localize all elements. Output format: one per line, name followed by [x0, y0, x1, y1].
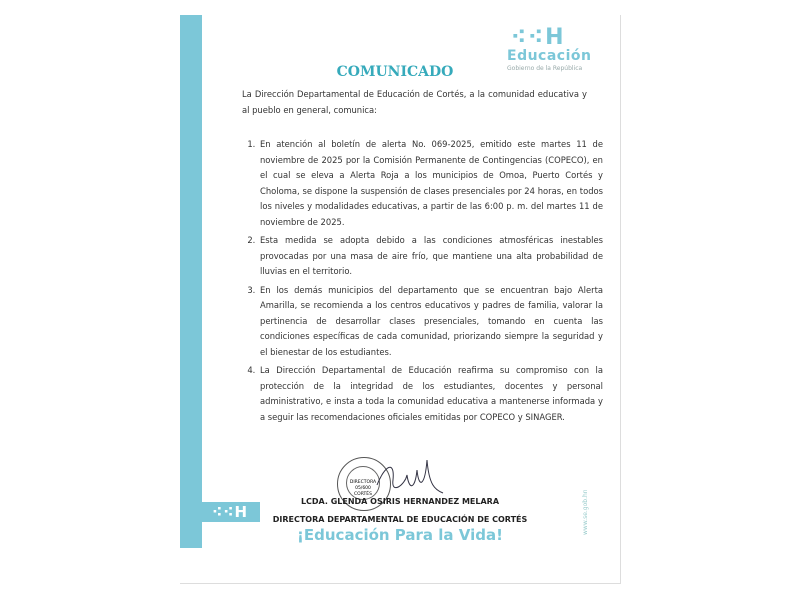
document-title: COMUNICADO — [336, 64, 454, 80]
side-logo-letter: H — [234, 503, 249, 521]
list-item: 3. En los demás municipios del departamento que se encuentran bajo Alerta Amarilla, se recomienda a los centros educativos y padres de familia, valorar la pertinencia de desarrollar clases presenciales, tomando en cuenta las condiciones específicas de cada comunidad, priorizando siempre la seguridad y el bienestar de los estudiantes. — [258, 283, 603, 361]
signer-role: DIRECTORA DEPARTAMENTAL DE EDUCACIÓN DE CORTÉS — [272, 515, 528, 524]
slogan: ¡Educación Para la Vida! — [297, 526, 503, 544]
decorative-side-bar — [180, 15, 202, 548]
list-item: 4. La Dirección Departamental de Educación reafirma su compromiso con la protección de la integridad de los estudiantes, docentes y personal administrativo, e insta a toda la comunidad educativa a mantenerse informada y a seguir las recomendaciones oficiales emitidas por COPECO y SINAGER. — [258, 363, 603, 425]
signature — [375, 455, 445, 500]
logo-mark: ⁖⁖H — [511, 25, 566, 50]
logo-subtitle: Gobierno de la República — [507, 65, 583, 72]
website-text: www.se.gob.hn — [582, 489, 589, 535]
statement-list — [242, 137, 603, 428]
list-item: 2. Esta medida se adopta debido a las condiciones atmosféricas inestables provocadas por una masa de aire frío, que mantiene una alta probabilidad de lluvias en el territorio. — [258, 233, 603, 280]
intro-paragraph: La Dirección Departamental de Educación de Cortés, a la comunidad educativa y al pueblo en general, comunica: — [242, 89, 587, 115]
side-logo-mark: ⁖⁖H — [180, 502, 260, 522]
document-page — [180, 15, 621, 584]
stamp-bottom-text: CORTÉS — [354, 492, 372, 497]
logo-name: Educación — [507, 48, 592, 64]
list-item: 1. En atención al boletín de alerta No. 069-2025, emitido este martes 11 de noviembre de 2025 por la Comisión Permanente de Contingencias (COPECO), en el cual se eleva a Alerta Roja a los municipios de Omoa, Puerto Cortés y Choloma, se dispone la suspensión de clases presenciales por 24 horas, en todos los niveles y modalidades educativas, a partir de las 6:00 p. m. del martes 11 de noviembre de 2025. — [258, 137, 603, 230]
stamp-text: DIRECTORA 05/600 — [349, 480, 377, 491]
logo-letter: H — [545, 25, 566, 50]
signer-name: LCDA. GLENDA OSIRIS HERNANDEZ MELARA — [300, 497, 500, 506]
